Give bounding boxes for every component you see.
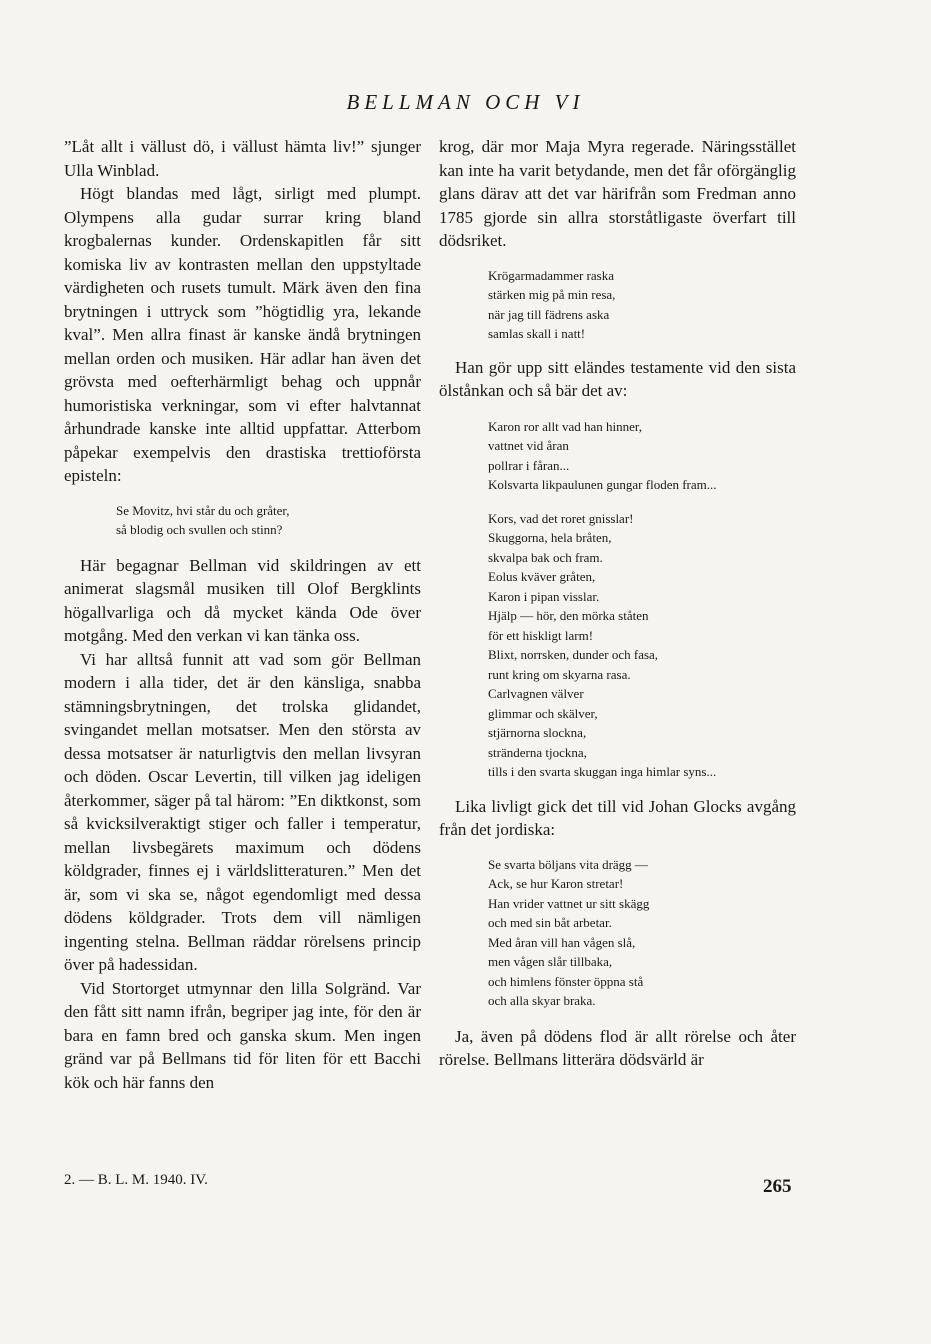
verse-kors [488, 509, 796, 782]
verse-line: Skuggorna, hela bråten, [488, 530, 612, 545]
verse-line: runt kring om skyarna rasa. [488, 666, 631, 682]
verse-line: Karon i pipan visslar. [488, 588, 600, 604]
verse-karon [488, 417, 796, 495]
verse-line: och med sin båt arbetar. [488, 915, 612, 930]
verse-line: Se svarta böljans vita drägg — [488, 856, 648, 872]
verse-line: Krögarmadammer raska [488, 267, 614, 283]
verse-line: Kors, vad det roret gnisslar! [488, 510, 634, 526]
right-column [439, 135, 796, 1072]
verse-line: så blodig och svullen och stinn? [116, 522, 283, 537]
verse-line: Hjälp — hör, den mörka ståten [488, 608, 649, 623]
verse-line: och alla skyar braka. [488, 993, 596, 1008]
verse-line: tills i den svarta skuggan inga himlar syns... [488, 764, 717, 779]
verse-line: stjärnorna slockna, [488, 725, 587, 740]
paragraph-quote: ”Låt allt i vällust dö, i vällust hämta liv!” sjunger Ulla Winblad. [64, 137, 421, 180]
verse-line: samlas skall i natt! [488, 326, 586, 341]
paragraph-high-low: Högt blandas med lågt, sirligt med plumpt. Olympens alla gudar surrar kring bland krogbalernas kunder. Ordenskapitlen får sitt komiska liv av kontrasten mellan den uppstyltade värdigheten och rusets tumult. Märk även den fina brytningen i uttryck som ”högtidlig yra, lekande kval”. Men allra finast är kanske ändå brytningen mellan orden och musiken. Här adlar han även det grövsta med oefterhärmligt behag och uppnår humoristiska verkningar, som vi efter halvtannat århundrade kanske inte alltid uppfattar. Atterbom påpekar exempelvis den drastiska trettioförsta episteln: [64, 184, 421, 485]
paragraph-testamente: Han gör upp sitt eländes testamente vid den sista ölstånkan och så bär det av: [439, 357, 796, 400]
verse-line: pollrar i fåran... [488, 457, 570, 473]
verse-line: Kolsvarta likpaulunen gungar floden fram... [488, 477, 717, 492]
verse-line: Carlvagnen välver [488, 686, 584, 701]
paragraph-bergklint: Här begagnar Bellman vid skildringen av ett animerat slagsmål musiken till Olof Bergklints högallvarliga och då mycket kända Ode över motgång. Med den verkan vi kan tänka oss. [64, 555, 421, 645]
verse-line: Eolus kväver gråten, [488, 569, 596, 584]
verse-line: för ett hiskligt larm! [488, 627, 594, 643]
verse-line: Han vrider vattnet ur sitt skägg [488, 895, 650, 911]
issue-reference: 2. — B. L. M. 1940. IV. [64, 1172, 208, 1188]
verse-krogarmadammer [488, 266, 796, 344]
left-column [64, 135, 421, 1094]
page-number: 265 [763, 1176, 792, 1197]
verse-line: stränderna tjockna, [488, 744, 587, 760]
paragraph-solgrand: Vid Stortorget utmynnar den lilla Solgränd. Var den fått sitt namn ifrån, begriper jag inte, för den är bara en famn bred och ganska skum. Men ingen gränd var på Bellmans tid för liten för ett Bacchi kök och här fanns den [64, 978, 421, 1092]
verse-line: Ack, se hur Karon stretar! [488, 876, 624, 891]
verse-line: när jag till fädrens aska [488, 306, 610, 322]
verse-line: Se Movitz, hvi står du och gråter, [116, 502, 290, 518]
paragraph-krog: krog, där mor Maja Myra regerade. Näringsstället kan inte ha varit betydande, men det får oförgänglig glans därav att det var härifrån som Fredman anno 1785 gjorde sin allra storståtligaste överfart till dödsriket. [439, 137, 796, 250]
verse-line: Karon ror allt vad han hinner, [488, 418, 642, 434]
verse-line: vattnet vid åran [488, 438, 569, 453]
verse-line: Blixt, norrsken, dunder och fasa, [488, 647, 659, 662]
verse-line: och himlens fönster öppna stå [488, 973, 644, 989]
verse-line: men vågen slår tillbaka, [488, 954, 613, 969]
verse-line: Med åran vill han vågen slå, [488, 934, 636, 950]
verse-line: stärken mig på min resa, [488, 287, 616, 302]
paragraph-modern: Vi har alltså funnit att vad som gör Bellman modern i alla tider, det är den känsliga, snabba stämningsbrytningen, det trolska glidandet, svingandet mellan motsatser. Men den största av dessa motsatser är naturligtvis den mellan livsyran och döden. Oscar Levertin, till vilken jag ideligen återkommer, säger på tal härom: ”En diktkonst, som så kvicksilveraktigt stiger och faller i temperatur, mellan livsbegärets maximum och dödens köldgrader, finnes ej i världslitteraturen.” Men det är, som vi ska se, något egendomligt med dessa dödens köldgrader. Trots dem vill nämligen ingenting stelna. Bellman räddar rörelsens princip över på hadessidan. [64, 649, 421, 974]
running-header: BELLMAN OCH VI [346, 90, 585, 114]
verse-line: skvalpa bak och fram. [488, 549, 603, 565]
verse-svarta-boljans [488, 855, 796, 1011]
paragraph-glock: Lika livligt gick det till vid Johan Glocks avgång från det jordiska: [439, 796, 796, 839]
verse-movitz [116, 501, 421, 540]
verse-line: glimmar och skälver, [488, 705, 598, 721]
paragraph-dodens-flod: Ja, även på dödens flod är allt rörelse och åter rörelse. Bellmans litterära dödsvärld är [439, 1026, 796, 1069]
